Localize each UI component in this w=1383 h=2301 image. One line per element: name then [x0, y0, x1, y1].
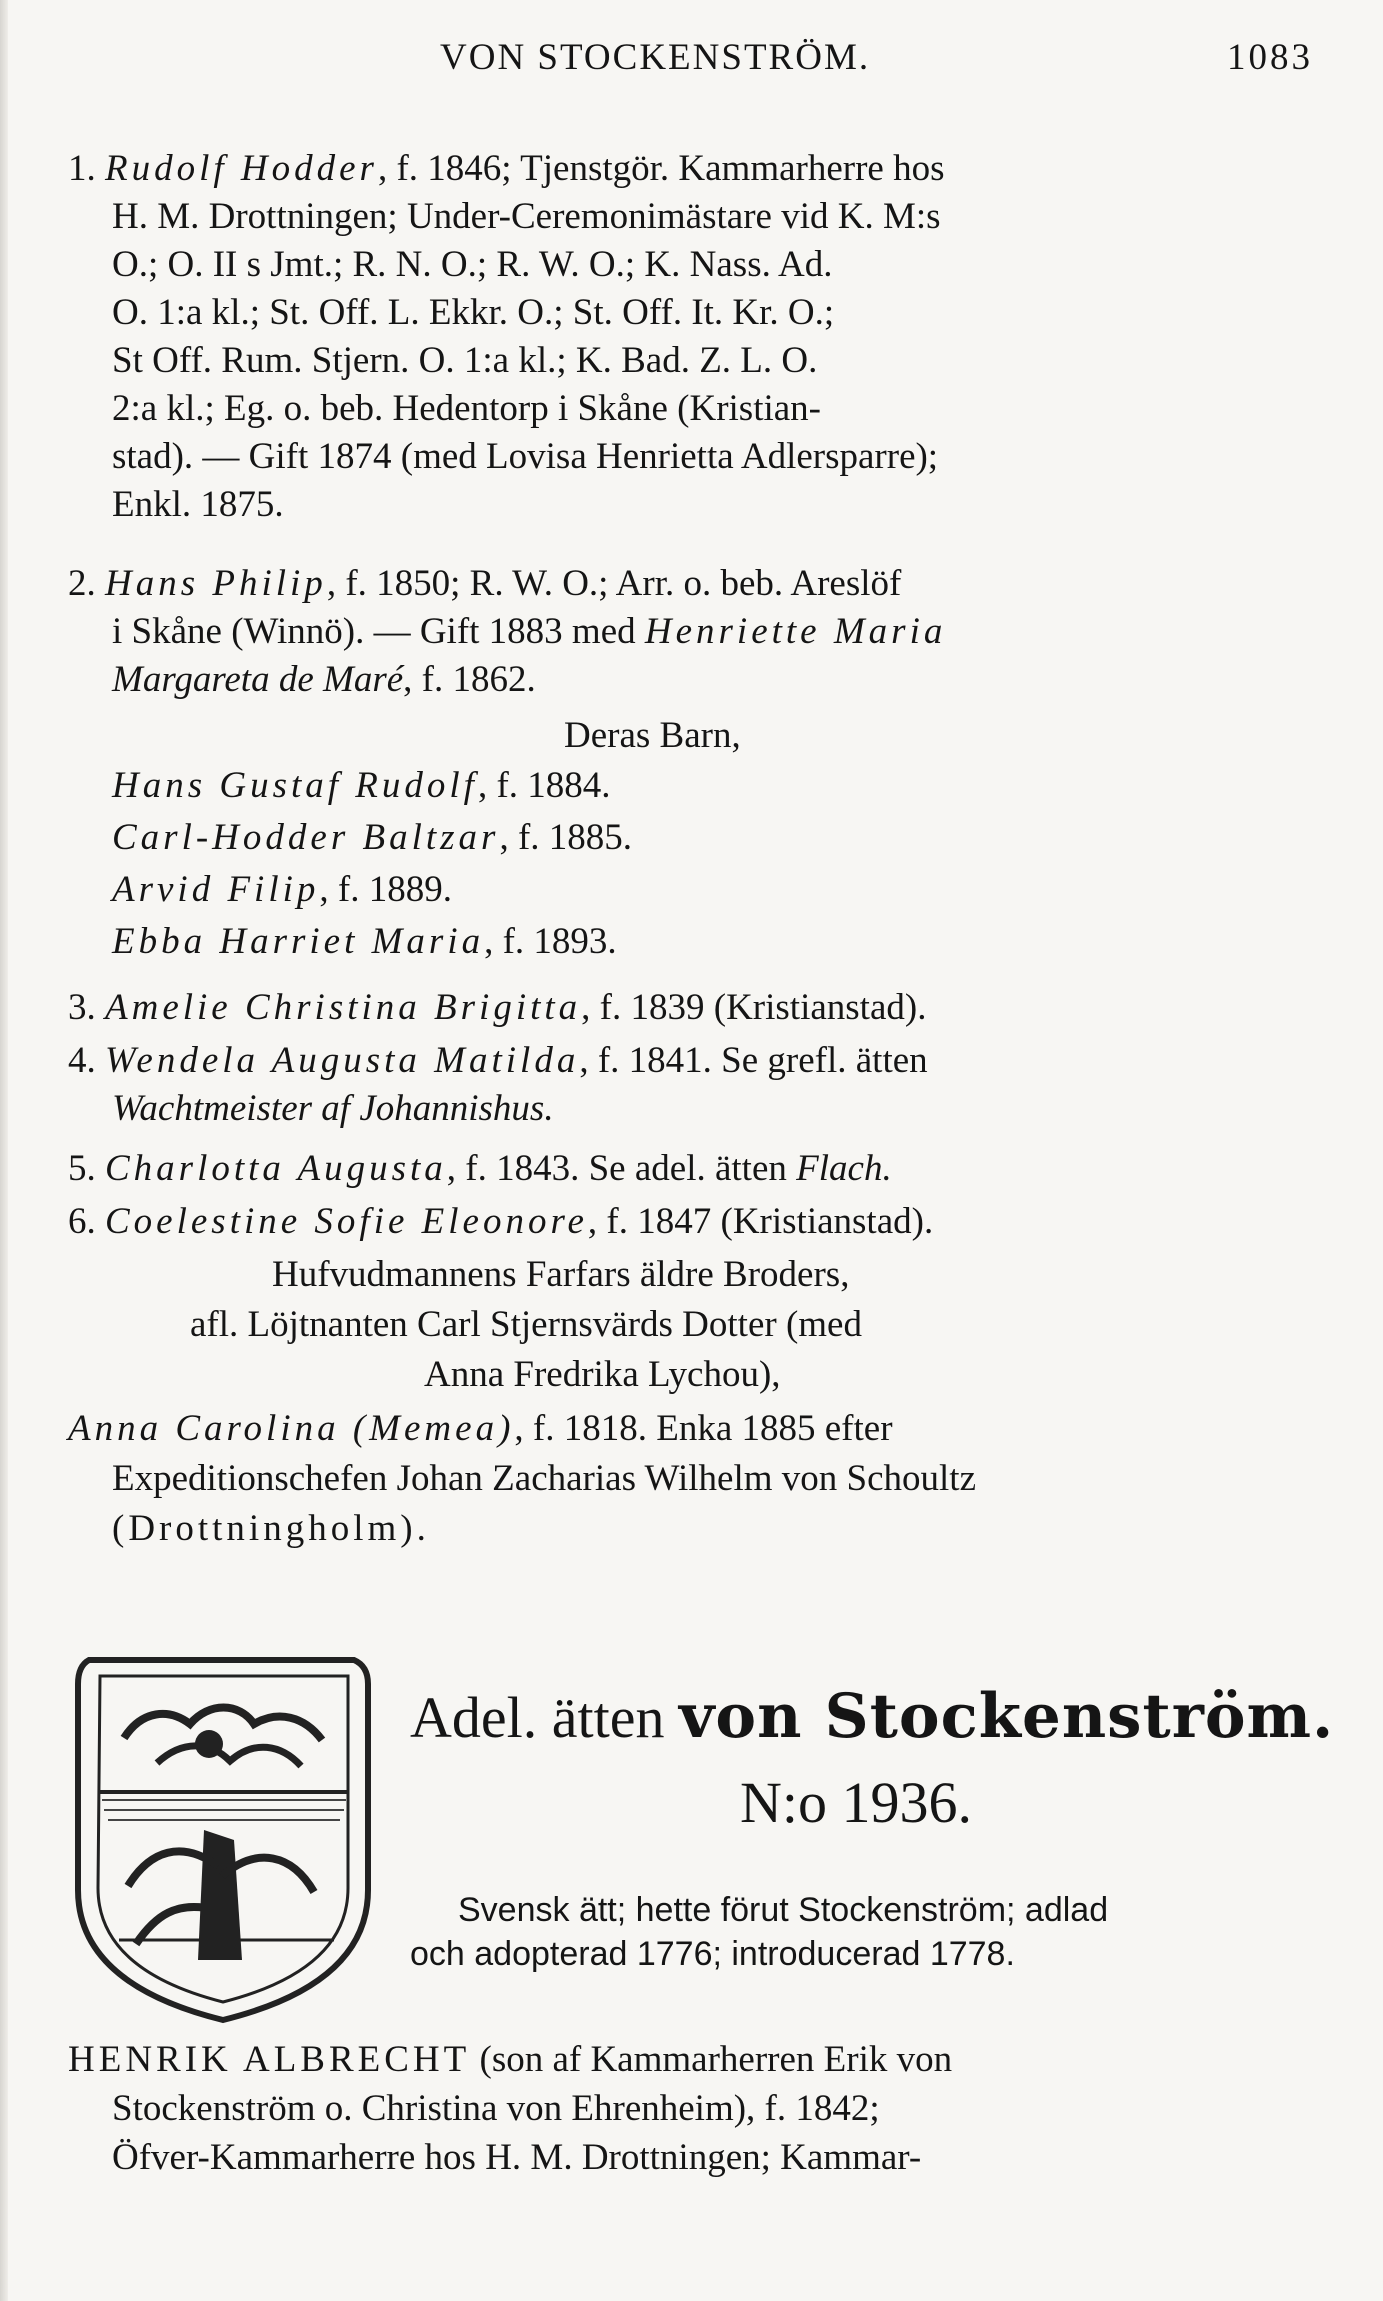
entry-text: f. 1846; Tjenstgör. Kammarherre hos: [396, 148, 945, 189]
entry-line: O. 1:a kl.; St. Off. L. Ekkr. O.; St. Off. It. Kr. O.;: [112, 292, 835, 333]
sibling-line: [68, 1037, 928, 1085]
entry-line: stad). — Gift 1874 (med Lovisa Henrietta Adlersparre);: [112, 436, 939, 477]
page-number: 1083: [1227, 37, 1313, 78]
anna-text: , f. 1818. Enka 1885 efter: [514, 1408, 893, 1449]
page-edge: [0, 0, 8, 2301]
sibling-text: , f. 1843. Se adel. ätten: [446, 1148, 797, 1189]
child-name: Ebba Harriet Maria: [112, 921, 485, 962]
child-line: [112, 866, 452, 914]
child-text: , f. 1885.: [499, 817, 633, 858]
child-line: [112, 814, 632, 862]
entry-number: 2.: [68, 563, 96, 604]
entry-line: St Off. Rum. Stjern. O. 1:a kl.; K. Bad. Z. L. O.: [112, 340, 818, 381]
entry-number: 1.: [68, 148, 96, 189]
sibling-name: Coelestine Sofie Eleonore: [105, 1201, 588, 1242]
entry-name: Rudolf Hodder: [105, 148, 378, 189]
sibling-number: 6.: [68, 1201, 96, 1242]
adel-number: N:o 1936.: [740, 1770, 972, 1835]
adel-description: Svensk ätt; hette förut Stockenström; adlad: [458, 1891, 1109, 1929]
sibling-number: 4.: [68, 1040, 96, 1081]
sibling-text: , f. 1839 (Kristianstad).: [581, 987, 927, 1028]
henrik-text: (son af Kammarherren Erik von: [470, 2039, 953, 2080]
child-text: , f. 1884.: [477, 765, 611, 806]
entry-line: [112, 608, 946, 656]
children-heading: Deras Barn,: [564, 715, 741, 756]
sibling-name: Amelie Christina Brigitta: [105, 987, 582, 1028]
sibling-line: [68, 1198, 933, 1246]
entry-text: , f. 1862.: [403, 659, 536, 700]
grandparent-heading: Hufvudmannens Farfars äldre Broders,: [272, 1254, 850, 1295]
family-link: Flach.: [796, 1148, 892, 1189]
entry-line: H. M. Drottningen; Under-Ceremonimästare vid K. M:s: [112, 196, 941, 237]
sibling-name: Wendela Augusta Matilda: [105, 1040, 580, 1081]
child-name: Arvid Filip: [112, 869, 320, 910]
coat-of-arms-image: [64, 1640, 382, 2026]
entry-1-line: 1. Rudolf Hodder, f. 1846; Tjenstgör. Kammarherre hos: [68, 148, 945, 189]
entry-line: O.; O. II s Jmt.; R. N. O.; R. W. O.; K. Nass. Ad.: [112, 244, 833, 285]
entry-line: 2:a kl.; Eg. o. beb. Hedentorp i Skåne (Kristian-: [112, 388, 821, 429]
entry-line: Enkl. 1875.: [112, 484, 284, 525]
running-head: VON STOCKENSTRÖM.: [440, 37, 871, 78]
sibling-line: Wachtmeister af Johannishus.: [112, 1088, 554, 1129]
anna-line: Expeditionschefen Johan Zacharias Wilhelm von Schoultz: [112, 1458, 977, 1499]
grandparent-heading: Anna Fredrika Lychou),: [424, 1354, 781, 1395]
page-header: [0, 36, 1383, 96]
sibling-line: [68, 1145, 892, 1193]
anna-line: [68, 1405, 893, 1453]
henrik-line: [68, 2036, 952, 2084]
child-text: , f. 1889.: [319, 869, 452, 910]
henrik-line: Öfver-Kammarherre hos H. M. Drottningen; Kammar-: [112, 2137, 922, 2178]
sibling-number: 3.: [68, 987, 96, 1028]
sibling-text: , f. 1847 (Kristianstad).: [587, 1201, 934, 1242]
henrik-line: Stockenström o. Christina von Ehrenheim), f. 1842;: [112, 2088, 880, 2129]
spouse-name: Margareta de Maré: [112, 659, 404, 700]
sibling-line: [68, 984, 926, 1032]
sibling-number: 5.: [68, 1148, 96, 1189]
spouse-name: Henriette Maria: [644, 611, 947, 652]
adel-title: Adel. ätten von Stockenström.: [410, 1681, 1335, 1752]
sibling-name: Charlotta Augusta: [105, 1148, 447, 1189]
child-name: Hans Gustaf Rudolf: [112, 765, 478, 806]
child-line: [112, 918, 617, 966]
child-line: [112, 762, 611, 810]
adel-description: och adopterad 1776; introducerad 1778.: [410, 1935, 1015, 1973]
entry-text: i Skåne (Winnö). — Gift 1883 med: [112, 611, 645, 652]
grandparent-heading: afl. Löjtnanten Carl Stjernsvärds Dotter (med: [190, 1304, 862, 1345]
sibling-text: , f. 1841. Se grefl. ätten: [579, 1040, 928, 1081]
entry-text: f. 1850; R. W. O.; Arr. o. beb. Areslöf: [345, 563, 902, 604]
child-text: , f. 1893.: [484, 921, 617, 962]
child-name: Carl-Hodder Baltzar: [112, 817, 500, 858]
anna-name: Anna Carolina (Memea): [68, 1408, 515, 1449]
entry-line: [112, 656, 536, 704]
entry-name: Hans Philip: [105, 563, 327, 604]
henrik-name: HENRIK ALBRECHT: [68, 2039, 471, 2080]
anna-line: (Drottningholm).: [112, 1508, 430, 1549]
entry-2-line: 2. Hans Philip, f. 1850; R. W. O.; Arr. o. beb. Areslöf: [68, 563, 902, 604]
